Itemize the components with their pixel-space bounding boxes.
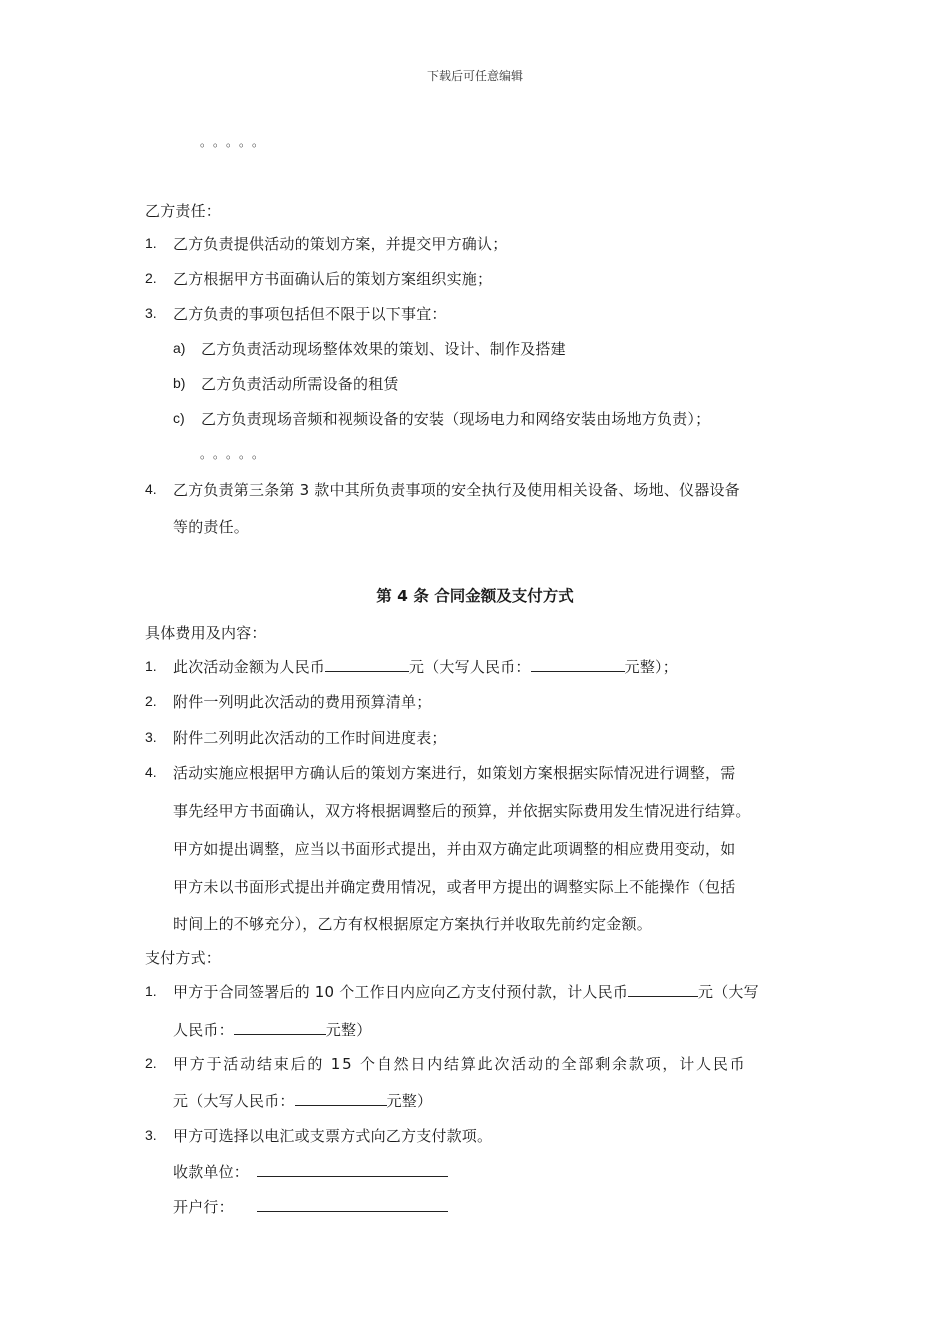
list-number: 1.	[145, 983, 157, 999]
payment-text: 元（大写	[698, 983, 759, 1001]
list-number: 3.	[145, 729, 157, 745]
list-number: 2.	[145, 693, 157, 709]
list-item: 乙方根据甲方书面确认后的策划方案组织实施；	[173, 270, 493, 288]
balance-words-blank[interactable]	[295, 1091, 387, 1106]
responsibility-title: 乙方责任：	[145, 202, 222, 220]
prepayment-blank[interactable]	[628, 982, 698, 997]
payment-text: 人民币：	[173, 1021, 234, 1039]
sublist-letter: b)	[173, 375, 186, 391]
fee-amount-line	[173, 656, 678, 677]
payment-line	[173, 1019, 371, 1040]
sublist-item: 乙方负责活动所需设备的租赁	[201, 375, 399, 393]
payment-line: 甲方于活动结束后的 15 个自然日内结算此次活动的全部剩余款项，计人民币	[173, 1055, 747, 1073]
fees-title: 具体费用及内容：	[145, 624, 267, 642]
sublist-letter: c)	[173, 410, 185, 426]
section-title: 第 4 条 合同金额及支付方式	[376, 587, 574, 605]
list-number: 2.	[145, 1055, 157, 1071]
amount-words-blank[interactable]	[531, 657, 625, 672]
list-number: 3.	[145, 305, 157, 321]
bank-label: 开户行：	[173, 1198, 234, 1216]
sublist-item: 乙方负责现场音频和视频设备的安装（现场电力和网络安装由场地方负责）；	[201, 410, 711, 428]
payment-title: 支付方式：	[145, 949, 222, 967]
list-number: 1.	[145, 235, 157, 251]
payment-line	[173, 1090, 432, 1111]
payee-blank[interactable]	[257, 1162, 448, 1177]
prepayment-words-blank[interactable]	[234, 1020, 326, 1035]
sublist-letter: a)	[173, 340, 186, 356]
list-item: 乙方负责提供活动的策划方案，并提交甲方确认；	[173, 235, 508, 253]
page-header: 下载后可任意编辑	[426, 69, 523, 83]
fee-amount-text: 元（大写人民币：	[409, 658, 531, 676]
paragraph-line: 活动实施应根据甲方确认后的策划方案进行，如策划方案根据实际情况进行调整，需	[173, 764, 736, 782]
fee-amount-text: 此次活动金额为人民币	[173, 658, 326, 676]
payment-text: 甲方于合同签署后的 10 个工作日内应向乙方支付预付款，计人民币	[173, 983, 629, 1001]
payment-text: 元（大写人民币：	[173, 1092, 295, 1110]
payment-text: 元整）	[325, 1021, 372, 1039]
list-number: 4.	[145, 764, 157, 780]
list-item: 乙方负责第三条第 3 款中其所负责事项的安全执行及使用相关设备、场地、仪器设备	[173, 481, 740, 499]
fee-amount-text: 元整）；	[624, 658, 678, 676]
payee-label: 收款单位：	[173, 1163, 250, 1181]
paragraph-line: 事先经甲方书面确认，双方将根据调整后的预算，并依据实际费用发生情况进行结算。	[173, 802, 751, 820]
paragraph-line: 甲方未以书面形式提出并确定费用情况，或者甲方提出的调整实际上不能操作（包括	[173, 878, 736, 896]
paragraph-line: 甲方如提出调整，应当以书面形式提出，并由双方确定此项调整的相应费用变动，如	[173, 840, 736, 858]
sublist-item: 乙方负责活动现场整体效果的策划、设计、制作及搭建	[201, 340, 566, 358]
payment-line	[173, 981, 759, 1002]
bank-blank[interactable]	[257, 1197, 448, 1212]
payment-text: 元整）	[386, 1092, 433, 1110]
ellipsis-dots: 。。。。。	[200, 447, 272, 461]
list-item: 甲方可选择以电汇或支票方式向乙方支付款项。	[173, 1127, 493, 1145]
amount-blank[interactable]	[325, 657, 409, 672]
list-item: 附件二列明此次活动的工作时间进度表；	[173, 729, 447, 747]
list-item-continuation: 等的责任。	[173, 518, 250, 536]
ellipsis-dots: 。。。。。	[200, 135, 272, 149]
list-number: 1.	[145, 658, 157, 674]
list-number: 3.	[145, 1127, 157, 1143]
list-item: 乙方负责的事项包括但不限于以下事宜：	[173, 305, 447, 323]
list-number: 2.	[145, 270, 157, 286]
paragraph-line: 时间上的不够充分），乙方有权根据原定方案执行并收取先前约定金额。	[173, 915, 652, 933]
list-item: 附件一列明此次活动的费用预算清单；	[173, 693, 432, 711]
list-number: 4.	[145, 481, 157, 497]
